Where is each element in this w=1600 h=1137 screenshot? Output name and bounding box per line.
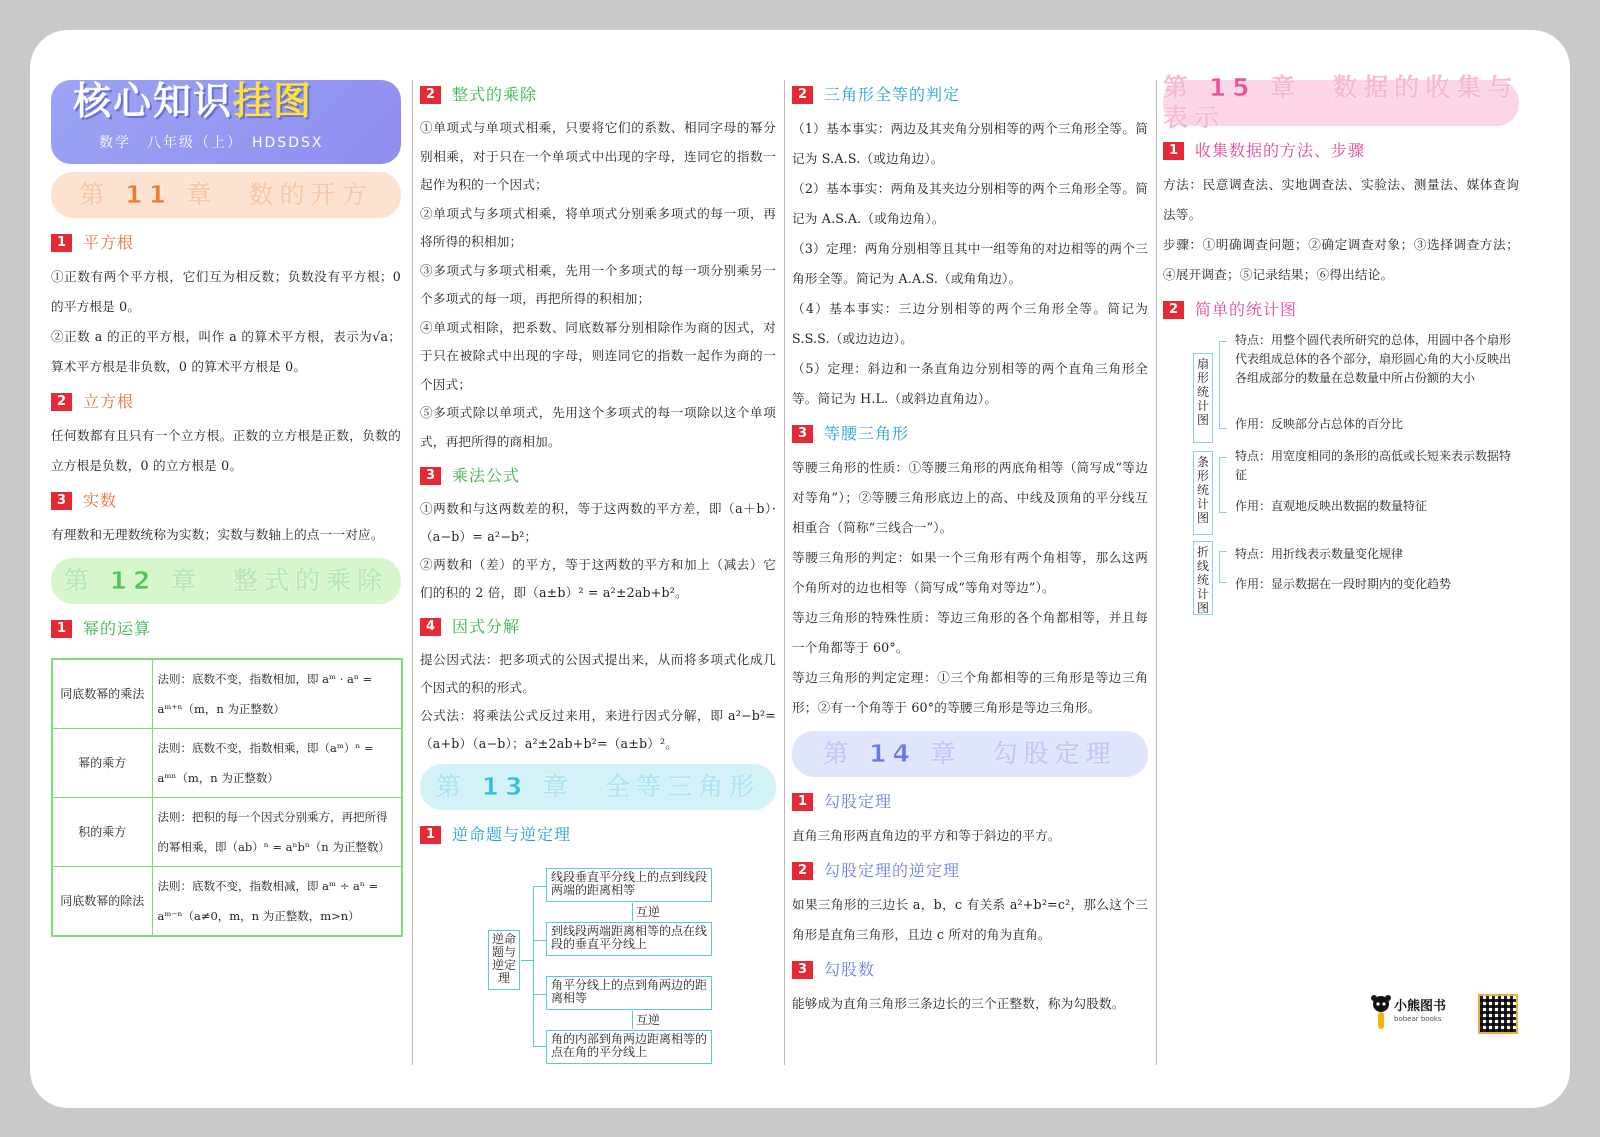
section-header: 2 勾股定理的逆定理 xyxy=(792,856,1148,886)
paragraph: ③多项式与多项式相乘，先用一个多项式的每一项分别乘另一个多项式的每一项，再把所得的积相加； xyxy=(420,262,776,306)
mutual-label: 互逆 xyxy=(636,905,661,919)
rule-name: 积的乘方 xyxy=(52,798,152,867)
chart-feature: 特点：用整个圆代表所研究的总体，用圆中各个扇形代表组成总体的各个部分，扇形圆心角的大小反映出各组成部分的数量在总数量中所占份额的大小 xyxy=(1235,333,1512,385)
bear-icon xyxy=(1370,995,1392,1031)
paragraph: 提公因式法：把多项式的公因式提出来，从而将多项式化成几个因式的积的形式。 xyxy=(420,652,776,695)
chart-use: 作用：显示数据在一段时期内的变化趋势 xyxy=(1235,577,1452,591)
logo-text-en: bobear books xyxy=(1394,1015,1442,1023)
logo-text: 小熊图书 xyxy=(1394,999,1447,1014)
chart-use: 作用：反映部分占总体的百分比 xyxy=(1235,417,1404,431)
section-header: 3 勾股数 xyxy=(792,955,1148,985)
header-banner xyxy=(51,80,401,164)
chapter-11-title: 第 11 章 数的开方 xyxy=(51,172,401,218)
paragraph: ④单项式相除，把系数、同底数幂分别相除作为商的因式，对于只在被除式中出现的字母，则连同它的指数一起作为商的一个因式； xyxy=(420,319,776,392)
section-header: 4 因式分解 xyxy=(420,612,776,642)
paragraph: ①两数和与这两数差的积，等于这两数的平方差，即（a＋b）·（a−b）= a²−b²； xyxy=(420,501,776,544)
rule-text: 法则：把积的每一个因式分别乘方，再把所得的幂相乘，即（ab）ⁿ = aⁿbⁿ（n 为正整数） xyxy=(152,798,402,867)
publisher-logo xyxy=(1370,995,1446,1031)
section-header: 3 实数 xyxy=(51,486,401,516)
paragraph: ②正数 a 的正的平方根，叫作 a 的算术平方根，表示为√a；算术平方根是非负数，0 的算术平方根是 0。 xyxy=(51,329,401,374)
rule-text: 法则：底数不变，指数相加，即 aᵐ · aⁿ = aᵐ⁺ⁿ（m，n 为正整数） xyxy=(152,659,402,729)
column-1 xyxy=(51,80,401,937)
section-header: 2 整式的乘除 xyxy=(420,80,776,110)
chapter-13-title: 第 13 章 全等三角形 xyxy=(420,764,776,810)
paragraph: 等腰三角形的性质：①等腰三角形的两底角相等（简写成“等边对等角”）；②等腰三角形底边上的高、中线及顶角的平分线互相重合（简称“三线合一”）。 xyxy=(792,460,1148,535)
paragraph: （4）基本事实：三边分别相等的两个三角形全等。简记为 S.S.S.（或边边边）。 xyxy=(792,301,1148,346)
chapter-12-title: 第 12 章 整式的乘除 xyxy=(51,558,401,604)
table-row xyxy=(52,729,402,798)
section-header: 2 简单的统计图 xyxy=(1163,295,1519,325)
rule-text: 法则：底数不变，指数相乘，即（aᵐ）ⁿ = aᵐⁿ（m，n 为正整数） xyxy=(152,729,402,798)
column-divider xyxy=(412,80,413,1065)
paragraph: （3）定理：两角分别相等且其中一组等角的对边相等的两个三角形全等。简记为 A.A.S.（或角角边）。 xyxy=(792,241,1148,286)
chapter-14-title: 第 14 章 勾股定理 xyxy=(792,731,1148,777)
paragraph: 有理数和无理数统称为实数；实数与数轴上的点一一对应。 xyxy=(51,527,384,542)
converse-theorem-diagram xyxy=(420,856,776,1076)
paragraph: 公式法：将乘法公式反过来用，来进行因式分解，即 a²−b²=（a+b）（a−b）；a²±2ab+b²=（a±b）²。 xyxy=(420,708,776,751)
table-row xyxy=(52,798,402,867)
rule-name: 同底数幂的乘法 xyxy=(52,659,152,729)
table-row xyxy=(52,867,402,937)
paragraph: 等边三角形的特殊性质：等边三角形的各个角都相等，并且每一个角都等于 60°。 xyxy=(792,610,1148,655)
chart-type-label: 扇形统计图 xyxy=(1193,353,1213,443)
column-3 xyxy=(792,80,1148,1019)
qr-code-icon xyxy=(1478,994,1518,1034)
paragraph: 任何数都有且只有一个立方根。正数的立方根是正数，负数的立方根是负数，0 的立方根是 0。 xyxy=(51,428,401,473)
statistical-charts-diagram xyxy=(1163,329,1519,619)
paragraph: ②两数和（差）的平方，等于这两数的平方和加上（减去）它们的积的 2 倍，即（a±b）² = a²±2ab+b²。 xyxy=(420,557,776,600)
paragraph: 方法：民意调查法、实地调查法、实验法、测量法、媒体查询法等。 xyxy=(1163,177,1519,222)
paragraph: ⑤多项式除以单项式，先用这个多项式的每一项除以这个单项式，再把所得的商相加。 xyxy=(420,405,776,449)
paragraph: （5）定理：斜边和一条直角边分别相等的两个直角三角形全等。简记为 H.L.（或斜边直角边）。 xyxy=(792,361,1148,406)
rule-text: 法则：底数不变，指数相减，即 aᵐ ÷ aⁿ = aᵐ⁻ⁿ（a≠0，m，n 为正整数，m>n） xyxy=(152,867,402,937)
mutual-arrow xyxy=(632,1011,633,1029)
paragraph: 等腰三角形的判定：如果一个三角形有两个角相等，那么这两个角所对的边也相等（简写成“等角对等边”）。 xyxy=(792,550,1148,595)
column-2 xyxy=(420,80,776,1076)
chart-type-label: 条形统计图 xyxy=(1193,451,1213,535)
diagram-box: 到线段两端距离相等的点在线段的垂直平分线上 xyxy=(546,922,712,956)
paragraph: ①单项式与单项式相乘，只要将它们的系数、相同字母的幂分别相乘，对于只在一个单项式中出现的字母，连同它的指数一起作为积的一个因式； xyxy=(420,120,776,192)
rule-name: 幂的乘方 xyxy=(52,729,152,798)
section-header: 1 平方根 xyxy=(51,228,401,258)
section-header: 1 逆命题与逆定理 xyxy=(420,820,776,850)
paragraph: （2）基本事实：两角及其夹边分别相等的两个三角形全等。简记为 A.S.A.（或角边角）。 xyxy=(792,181,1148,226)
paragraph: 如果三角形的三边长 a，b，c 有关系 a²+b²=c²，那么这个三角形是直角三角形，且边 c 所对的角为直角。 xyxy=(792,897,1148,942)
diagram-root: 逆命题与逆定理 xyxy=(488,930,520,990)
rule-name: 同底数幂的除法 xyxy=(52,867,152,937)
section-header: 2 三角形全等的判定 xyxy=(792,80,1148,110)
section-header: 3 乘法公式 xyxy=(420,461,776,491)
section-header: 1 幂的运算 xyxy=(51,614,401,644)
section-header: 3 等腰三角形 xyxy=(792,419,1148,449)
paragraph: ①正数有两个平方根，它们互为相反数；负数没有平方根；0 的平方根是 0。 xyxy=(51,269,401,314)
diagram-box: 角的内部到角两边距离相等的点在角的平分线上 xyxy=(546,1030,712,1064)
paragraph: 能够成为直角三角形三条边长的三个正整数，称为勾股数。 xyxy=(792,996,1125,1011)
paragraph: 直角三角形两直角边的平方和等于斜边的平方。 xyxy=(792,828,1061,843)
section-header: 1 勾股定理 xyxy=(792,787,1148,817)
diagram-box: 线段垂直平分线上的点到线段两端的距离相等 xyxy=(546,868,712,902)
chart-feature: 特点：用宽度相同的条形的高低或长短来表示数据特征 xyxy=(1235,449,1512,482)
diagram-box: 角平分线上的点到角两边的距离相等 xyxy=(546,976,712,1010)
column-4 xyxy=(1163,73,1519,619)
knowledge-poster xyxy=(30,30,1570,1108)
power-rules-table xyxy=(51,658,403,937)
paragraph: ②单项式与多项式相乘，将单项式分别乘多项式的每一项，再将所得的积相加； xyxy=(420,205,776,249)
column-divider xyxy=(1156,80,1157,1065)
chapter-15-title: 第 15 章 数据的收集与表示 xyxy=(1163,73,1519,132)
column-divider xyxy=(784,80,785,1065)
chart-type-label: 折线统计图 xyxy=(1193,541,1213,615)
poster-title: 核心知识挂图 xyxy=(73,80,314,123)
paragraph: 步骤：①明确调查问题；②确定调查对象；③选择调查方法；④展开调查；⑤记录结果；⑥得出结论。 xyxy=(1163,237,1519,282)
paragraph: （1）基本事实：两边及其夹角分别相等的两个三角形全等。简记为 S.A.S.（或边角边）。 xyxy=(792,121,1148,166)
poster-subtitle: 数学 八年级（上） HDSDSX xyxy=(99,135,324,151)
mutual-arrow xyxy=(632,903,633,921)
table-row xyxy=(52,659,402,729)
chart-feature: 特点：用折线表示数量变化规律 xyxy=(1235,547,1404,561)
chart-use: 作用：直观地反映出数据的数量特征 xyxy=(1235,499,1428,513)
section-header: 2 立方根 xyxy=(51,387,401,417)
mutual-label: 互逆 xyxy=(636,1013,661,1027)
section-header: 1 收集数据的方法、步骤 xyxy=(1163,136,1519,166)
paragraph: 等边三角形的判定定理：①三个角都相等的三角形是等边三角形；②有一个角等于 60°的等腰三角形是等边三角形。 xyxy=(792,670,1148,715)
